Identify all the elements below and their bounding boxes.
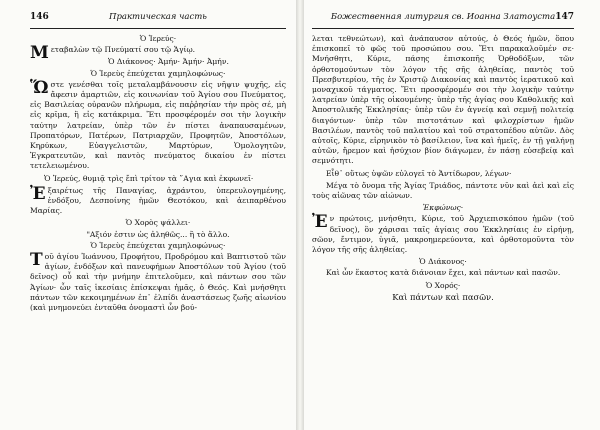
left-text-line: Ὁ Ἱερεύς, θυμιᾷ τρὶς ἔπὶ τρίτον τὰ ῞Αγια καὶ ἐκφωνεῖ·: [44, 173, 254, 183]
right-text-line: Εἶθ᾿ οὕτως ὑψῶν εὐλογεῖ τὸ Ἀντίδωρον, λέγων·: [326, 168, 512, 178]
left-page-number: 146: [30, 12, 49, 22]
right-page-header: [312, 6, 574, 29]
left-text-line: Ἐξαιρέτως τῆς Παναγίας, ἀχράντου, ὑπερευλογημένης, ἐνδόξου, Δεσποίνης ἡμῶν Θεοτόκου, καὶ ἀειπαρθένου Μαρίας.: [30, 183, 286, 216]
right-text-line: Ἐκφώνως·: [422, 203, 464, 213]
left-running-head: Практическая часть: [109, 12, 207, 22]
right-text-line: Μέγα τὸ ὄνομα τῆς Ἁγίας Τριάδος, πάντοτε νῦν καὶ ἀεὶ καὶ εἰς τοὺς αἰῶνας τῶν αἰώνων.: [312, 180, 574, 201]
right-text-line: Ὁ Χορός·: [425, 280, 461, 290]
right-page-body: [312, 34, 574, 302]
right-page-number: 147: [555, 12, 574, 22]
right-page: [300, 0, 600, 430]
left-text-line: Μεταβαλὼν τῷ Πνεύματί σου τῷ Ἁγίῳ.: [30, 43, 196, 64]
left-text-line: Ὁ Ἱερεὺς ἐπεύχεται χαμηλοφώνως·: [90, 68, 226, 78]
right-running-head: Божественная литургия св. Иоанна Златоуста: [330, 12, 556, 22]
left-text-line: Ὥστε γενέσθαι τοῖς μεταλαμβάνουσιν εἰς νῆψιν ψυχῆς, εἰς ἄφεσιν ἁμαρτιῶν, εἰς κοινωνίαν τοῦ Ἁγίου σου Πνεύματος, εἰς Βασιλείας οὐρανῶν πλήρωμα, εἰς παῤῥησίαν τὴν πρὸς σέ, μὴ εἰς κρῖμα, ἢ εἰς κατάκριμα. Ἔτι προσφέρομέν σοι τὴν λογικὴν ταύτην λατρείαν, ὑπὲρ τῶν ἐν πίστει ἀναπαυσαμένων, Προπατόρων, Πατέρων, Πατριαρχῶν, Προφητῶν, Ἀποστόλων, Κηρύκων, Εὐαγγελιστῶν, Μαρτύρων, Ὁμολογητῶν, Ἐγκρατευτῶν, καὶ παντὸς πνεύματος δικαίου ἐν πίστει τετελειωμένου.: [30, 77, 286, 171]
left-text-line: Τοῦ ἁγίου Ἰωάννου, Προφήτου, Προδρόμου καὶ Βαπτιστοῦ τῶν ἁγίων, ἐνδόξων καὶ πανευφήμων Ἀποστόλων τοῦ Ἁγίου (τοῦ δεῖνος) οὗ καὶ τὴν μνήμην ἐπιτελοῦμεν, καὶ πάντων σου τῶν Ἁγίων· ὧν ταῖς ἱκεσίαις ἐπίσκεψαι ἡμᾶς, ὁ Θεός. Καὶ μνήσθητι πάντων τῶν κεκοιμημένων ἐπ᾿ ἐλπίδι ἀναστάσεως ζωῆς αἰωνίου (καὶ μνημονεύει ἐνταῦθα ὀνομαστὶ ὧν βού-: [30, 250, 286, 313]
right-text-line: Ὁ Διάκονος·: [419, 257, 467, 267]
left-page-body: [30, 34, 286, 313]
right-text-line: λεται τεθνεώτων), καὶ ἀνάπαυσον αὐτούς, ὁ Θεός ἡμῶν, ὅπου ἐπισκοπεῖ τὸ φῶς τοῦ προσώπου σου. Ἔτι παρακαλοῦμέν σε· Μνήσθητι, Κύριε, πάσης ἐπισκοπῆς Ὀρθοδόξων, τῶν ὀρθοτομούντων τὸν λόγον τῆς σῆς ἀληθείας, παντὸς τοῦ Πρεσβυτερίου, τῆς ἐν Χριστῷ Διακονίας καὶ παντὸς ἱερατικοῦ καὶ μοναχικοῦ τάγματος. Ἔτι προσφέρομέν σοι τὴν λογικὴν ταύτην λατρείαν ὑπὲρ τῆς οἰκουμένης· ὑπὲρ τῆς ἁγίας σου Καθολικῆς καὶ Ἀποστολικῆς Ἐκκλησίας· ὑπὲρ τῶν ἐν ἁγνείᾳ καὶ σεμνῇ πολιτείᾳ διαγόντων· ὑπὲρ τῶν πιστοτάτων καὶ φιλοχρίστων ἡμῶν Βασιλέων, παντὸς τοῦ παλατίου καὶ τοῦ στρατοπέδου αὐτῶν. Δὸς αὐτοῖς, Κύριε, εἰρηνικὸν τὸ βασίλειον, ἵνα καὶ ἡμεῖς, ἐν τῇ γαλήνῃ αὐτῶν, ἤρεμον καὶ ἡσύχιον βίον διάγωμεν, ἐν πάσῃ εὐσεβείᾳ καὶ σεμνότητι.: [312, 34, 574, 166]
left-page-header: [30, 6, 286, 29]
right-text-line: Καὶ πάντων καὶ πασῶν.: [392, 291, 494, 302]
left-text-line: Ὁ Χορὸς ψάλλει·: [125, 218, 191, 228]
right-text-line: Καὶ ὧν ἕκαστος κατὰ διάνοιαν ἔχει, καὶ πάντων καὶ πασῶν.: [326, 268, 561, 278]
left-text-line: Ὁ Ἱερεύς·: [139, 34, 177, 43]
right-text-line: Ἐν πρώτοις, μνήσθητι, Κύριε, τοῦ Ἀρχιεπισκόπου ἡμῶν (τοῦ δεῖνος), ὃν χάρισαι ταῖς ἁγίαις σου Ἐκκλησίαις ἐν εἰρήνῃ, σῶον, ἔντιμον, ὑγιᾶ, μακροημερεύοντα, καὶ ὀρθοτομοῦντα τὸν λόγον τῆς σῆς ἀληθείας.: [312, 212, 574, 255]
left-text-line: Ὁ Διάκονος· Ἀμήν· Ἀμήν· Ἀμήν.: [107, 57, 229, 67]
left-text-line: "Αξιόν ἐστιν ὡς ἀληθῶς... ἢ τὸ ἄλλο.: [86, 229, 230, 239]
left-text-line: Ὁ Ἱερεὺς ἐπεύχεται χαμηλοφώνως·: [90, 240, 226, 250]
